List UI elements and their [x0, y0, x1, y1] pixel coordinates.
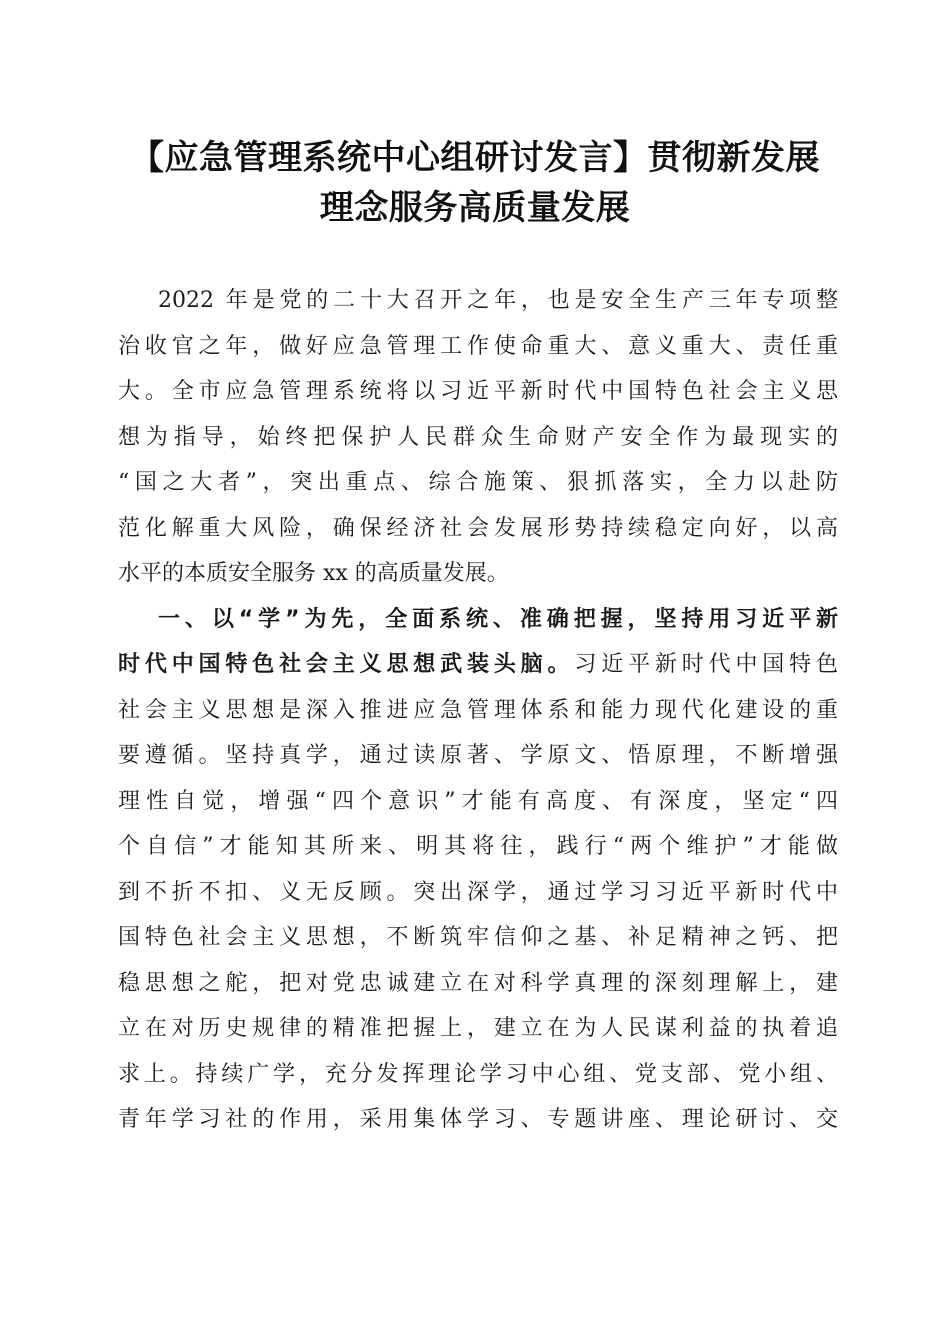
text-line: 求上。持续广学，充分发挥理论学习中心组、党支部、党小组、 [118, 1061, 838, 1087]
text-run: 习近平新时代中国特色 [574, 652, 838, 677]
text-line: 范化解重大风险，确保经济社会发展形势持续稳定向好，以高 [118, 515, 838, 541]
title-line-2: 理念服务高质量发展 [319, 188, 631, 228]
text-line: 大。全市应急管理系统将以习近平新时代中国特色社会主义思 [118, 379, 838, 404]
paragraph-section-1 [118, 597, 838, 1143]
text-line: 想为指导，始终把保护人民群众生命财产安全作为最现实的 [118, 424, 838, 450]
text-line: “国之大者”，突出重点、综合施策、狠抓落实，全力以赴防 [118, 470, 838, 495]
document-title [110, 133, 840, 233]
text-line: 理性自觉，增强“四个意识”才能有高度、有深度，坚定“四 [118, 788, 838, 814]
paragraph-intro [118, 278, 838, 597]
section-heading-continuation: 时代中国特色社会主义思想武装头脑。 [118, 652, 575, 677]
text-line: 国特色社会主义思想，不断筑牢信仰之基、补足精神之钙、把 [118, 925, 838, 950]
text-line: 社会主义思想是深入推进应急管理体系和能力现代化建设的重 [118, 697, 838, 723]
text-line: 个自信”才能知其所来、明其将往，践行“两个维护”才能做 [118, 834, 838, 859]
section-heading-line: 一、以“学”为先，全面系统、准确把握，坚持用习近平新 [158, 606, 838, 632]
text-line: 立在对历史规律的精准把握上，建立在为人民谋利益的执着追 [118, 1016, 838, 1041]
text-line: 到不折不扣、义无反顾。突出深学，通过学习习近平新时代中 [118, 879, 838, 905]
text-line: 水平的本质安全服务 xx 的高质量发展。 [118, 561, 509, 586]
text-line: 稳思想之舵，把对党忠诚建立在对科学真理的深刻理解上，建 [118, 970, 838, 996]
title-line-1: 【应急管理系统中心组研讨发言】贯彻新发展 [130, 138, 820, 178]
text-line: 治收官之年，做好应急管理工作使命重大、意义重大、责任重 [118, 333, 838, 359]
text-line: 青年学习社的作用，采用集体学习、专题讲座、理论研讨、交 [118, 1107, 838, 1132]
text-line: 要遵循。坚持真学，通过读原著、学原文、悟原理，不断增强 [118, 743, 838, 768]
document-body [118, 278, 838, 1143]
text-line-mixed [118, 642, 838, 688]
text-line: 2022 年是党的二十大召开之年，也是安全生产三年专项整 [158, 288, 838, 313]
